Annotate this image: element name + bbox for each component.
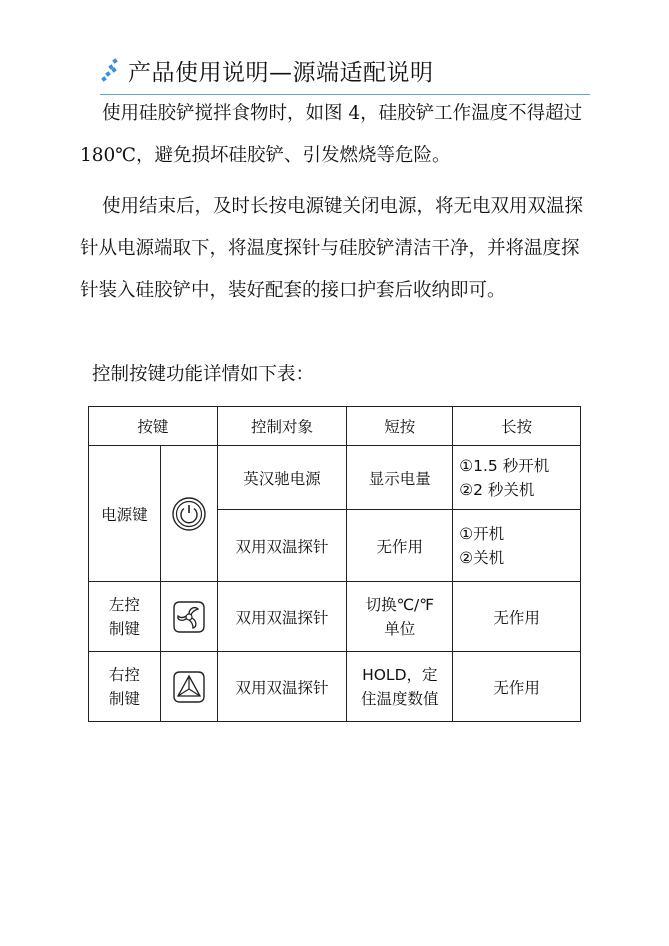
table-row	[89, 582, 581, 652]
power-row2-long-line2: ②关机	[459, 548, 505, 567]
key-function-table	[88, 406, 581, 722]
usage-paragraph-text: 使用硅胶铲搅拌食物时，如图 4，硅胶铲工作温度不得超过 180℃，避免损坏硅胶铲、引发燃烧等危险。	[80, 103, 583, 166]
right-key-name-line2: 制键	[108, 689, 140, 708]
right-key-short	[347, 652, 453, 722]
right-key-short-line2: 住温度数值	[361, 689, 439, 708]
header-short-press: 短按	[347, 407, 453, 446]
left-key-icon-cell	[160, 582, 217, 652]
usage-paragraph	[80, 93, 590, 177]
power-icon	[171, 496, 207, 532]
right-key-icon-cell	[160, 652, 217, 722]
left-key-name	[89, 582, 161, 652]
stripe-logo-icon	[100, 58, 122, 82]
left-key-short-line2: 单位	[384, 619, 416, 638]
power-row2-long	[453, 510, 581, 582]
left-key-short-line1: 切换℃/℉	[365, 595, 434, 614]
left-key-short	[347, 582, 453, 652]
cleanup-paragraph	[80, 186, 590, 312]
power-row1-short: 显示电量	[347, 446, 453, 510]
left-key-target: 双用双温探针	[217, 582, 347, 652]
left-key-name-line2: 制键	[108, 619, 140, 638]
table-row	[89, 652, 581, 722]
power-row2-short: 无作用	[347, 510, 453, 582]
triangle-icon	[171, 669, 207, 705]
right-key-short-line1: HOLD，定	[362, 665, 438, 684]
power-row2-long-line1: ①开机	[459, 524, 505, 543]
left-key-long: 无作用	[453, 582, 581, 652]
power-row1-target: 英汉驰电源	[217, 446, 347, 510]
table-header-row	[89, 407, 581, 446]
cleanup-paragraph-text: 使用结束后，及时长按电源键关闭电源，将无电双用双温探针从电源端取下，将温度探针与硅胶铲清洁干净，并将温度探针装入硅胶铲中，装好配套的接口护套后收纳即可。	[80, 196, 584, 301]
section-header	[100, 52, 590, 95]
power-row1-long-line2: ②2 秒关机	[459, 480, 535, 499]
table-row	[89, 446, 581, 510]
power-row2-target: 双用双温探针	[217, 510, 347, 582]
power-row1-long-line1: ①1.5 秒开机	[459, 456, 550, 475]
right-key-long: 无作用	[453, 652, 581, 722]
table-intro: 控制按键功能详情如下表：	[92, 364, 315, 385]
left-key-name-line1: 左控	[108, 595, 140, 614]
header-long-press: 长按	[453, 407, 581, 446]
right-key-name-line1: 右控	[108, 665, 140, 684]
header-key: 按键	[89, 407, 218, 446]
power-key-name: 电源键	[89, 446, 161, 582]
power-key-icon-cell	[160, 446, 217, 582]
power-row1-long	[453, 446, 581, 510]
right-key-target: 双用双温探针	[217, 652, 347, 722]
right-key-name	[89, 652, 161, 722]
header-target: 控制对象	[217, 407, 347, 446]
page-title: 产品使用说明—源端适配说明	[128, 60, 434, 86]
swirl-icon	[171, 599, 207, 635]
